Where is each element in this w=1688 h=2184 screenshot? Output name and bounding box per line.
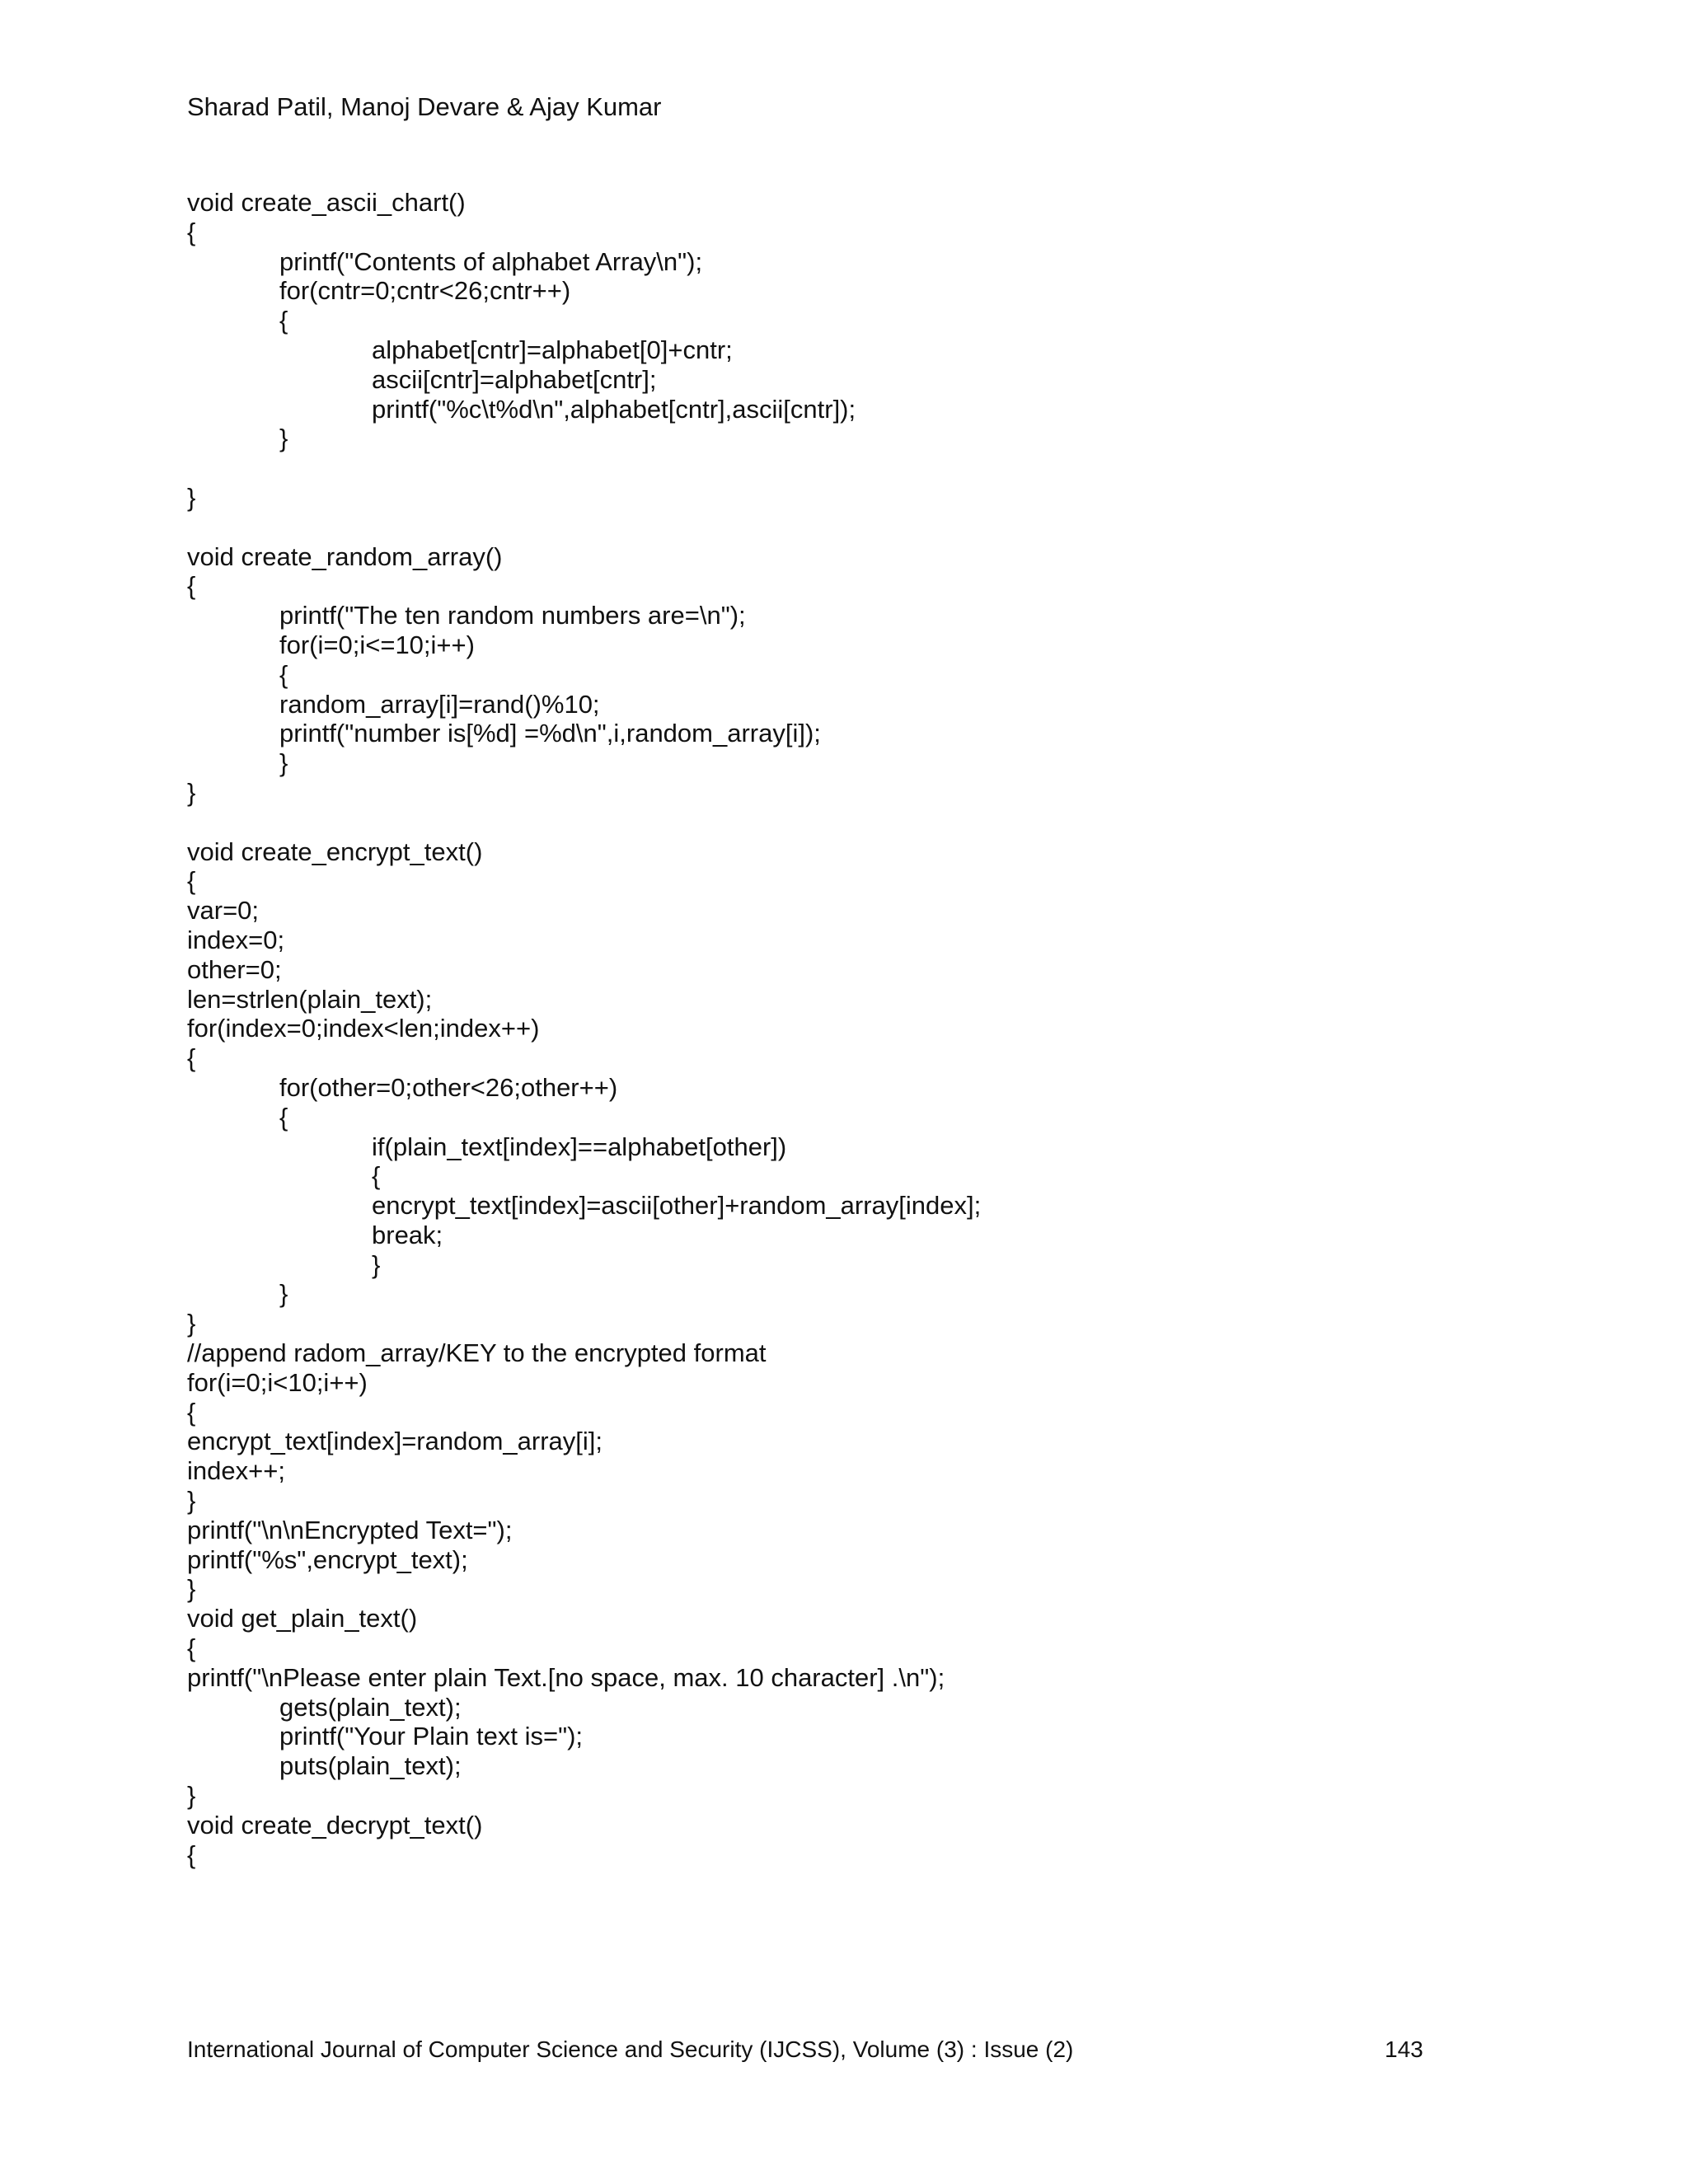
code-line: { — [187, 1840, 196, 1869]
code-line: printf("\nPlease enter plain Text.[no space, max. 10 character] .\n"); — [187, 1662, 945, 1692]
code-line: printf("Your Plain text is="); — [279, 1722, 584, 1751]
code-line: encrypt_text[index]=ascii[other]+random_array[index]; — [372, 1191, 982, 1221]
code-line: { — [187, 1633, 196, 1663]
code-line: index=0; — [187, 925, 285, 954]
code-line: alphabet[cntr]=alphabet[0]+cntr; — [372, 335, 733, 364]
code-line: other=0; — [187, 954, 282, 984]
code-line: void create_random_array() — [187, 541, 503, 571]
code-line: } — [187, 482, 196, 512]
code-line: ascii[cntr]=alphabet[cntr]; — [372, 364, 657, 394]
code-line: for(index=0;index<len;index++) — [187, 1014, 540, 1043]
code-line: for(other=0;other<26;other++) — [279, 1072, 618, 1102]
code-line: void create_encrypt_text() — [187, 837, 483, 866]
code-line — [187, 808, 981, 837]
code-line: } — [187, 1486, 196, 1516]
code-line: void get_plain_text() — [187, 1604, 418, 1633]
code-line: printf("%c\t%d\n",alphabet[cntr],ascii[cntr]); — [372, 394, 856, 424]
code-listing — [187, 188, 981, 1869]
code-line: var=0; — [187, 896, 260, 926]
code-line: } — [187, 777, 196, 807]
running-header-authors: Sharad Patil, Manoj Devare & Ajay Kumar — [187, 92, 662, 121]
code-line: for(cntr=0;cntr<26;cntr++) — [279, 276, 571, 306]
code-line: { — [279, 306, 288, 335]
code-line: if(plain_text[index]==alphabet[other]) — [372, 1132, 787, 1161]
code-line: } — [187, 1574, 196, 1604]
code-line: { — [187, 217, 196, 246]
code-line: { — [279, 1102, 288, 1132]
code-line: } — [372, 1249, 381, 1279]
code-line: { — [187, 866, 196, 896]
code-line: } — [187, 1781, 196, 1811]
code-line: printf("Contents of alphabet Array\n"); — [279, 246, 703, 276]
code-line: { — [187, 571, 196, 601]
code-line: { — [279, 659, 288, 689]
code-line: { — [187, 1397, 196, 1427]
code-line: printf("\n\nEncrypted Text="); — [187, 1515, 513, 1544]
code-line: } — [279, 1279, 288, 1309]
code-line: random_array[i]=rand()%10; — [279, 689, 600, 719]
code-line: } — [279, 424, 288, 453]
code-line: { — [372, 1161, 381, 1191]
code-line: puts(plain_text); — [279, 1751, 462, 1781]
code-line: printf("The ten random numbers are=\n"); — [279, 601, 746, 630]
code-line: index++; — [187, 1456, 285, 1486]
code-line: encrypt_text[index]=random_array[i]; — [187, 1427, 603, 1456]
code-line: gets(plain_text); — [279, 1692, 462, 1722]
code-line: //append radom_array/KEY to the encrypted format — [187, 1338, 767, 1368]
code-line: for(i=0;i<10;i++) — [187, 1367, 368, 1397]
code-line: printf("%s",encrypt_text); — [187, 1544, 468, 1574]
footer-journal-citation: International Journal of Computer Science and Security (IJCSS), Volume (3) : Issue (2) — [187, 2036, 1074, 2062]
code-line — [187, 513, 981, 542]
code-line: break; — [372, 1220, 443, 1249]
code-line: { — [187, 1043, 196, 1073]
code-line: void create_ascii_chart() — [187, 188, 466, 217]
footer-page-number: 143 — [1385, 2036, 1423, 2062]
code-line: printf("number is[%d] =%d\n",i,random_array[i]); — [279, 719, 821, 748]
code-line: } — [187, 1309, 196, 1338]
code-line: void create_decrypt_text() — [187, 1810, 483, 1840]
code-line: } — [279, 748, 288, 778]
code-line: for(i=0;i<=10;i++) — [279, 630, 475, 659]
code-line: len=strlen(plain_text); — [187, 984, 433, 1014]
code-line — [187, 453, 981, 483]
